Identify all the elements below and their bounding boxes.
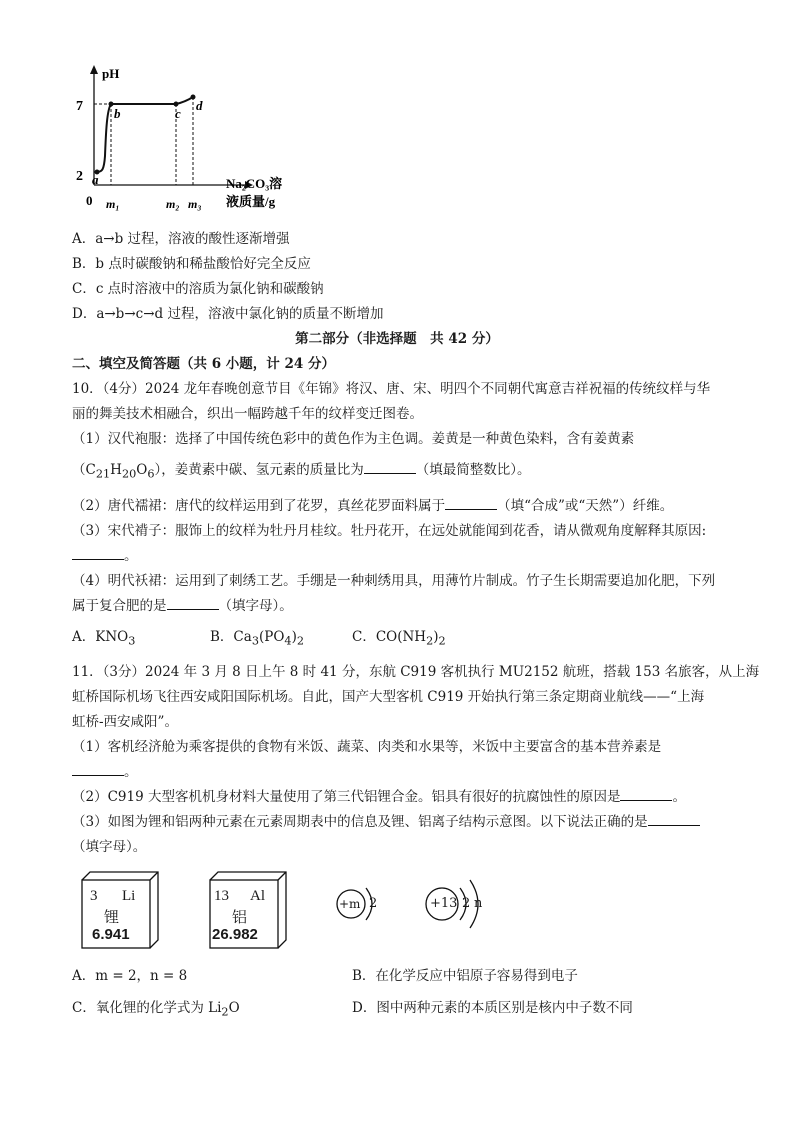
formula-part: O	[136, 462, 148, 478]
y-axis-label: pH	[102, 66, 120, 81]
option-sub: 2	[296, 634, 305, 648]
y-tick-label: 2	[76, 169, 83, 184]
ion1-shell-label: 2	[369, 896, 378, 911]
q11-intro-line1: 11．（3分）2024 年 3 月 8 日上午 8 时 41 分，东航 C919 客机执行 MU2152 航班，搭载 153 名旅客，从上海	[72, 664, 760, 680]
point-label-d: d	[196, 98, 203, 113]
option-sub: 4	[284, 634, 292, 648]
ion1-nucleus-label: +m	[339, 897, 361, 911]
option-text: C．氧化锂的化学式为 Li	[72, 1000, 222, 1016]
option-text: B．Ca	[210, 629, 252, 645]
point-label-a: a	[92, 172, 99, 187]
q10-part3-text: 。	[124, 548, 138, 564]
point-d	[191, 95, 196, 100]
x-tick-label: m₂	[166, 197, 180, 211]
q9-option-b: B．b 点时碳酸钠和稀盐酸恰好完全反应	[72, 256, 311, 272]
q11-part3-line2: （填字母）。	[72, 839, 147, 855]
section2-title: 二、填空及简答题（共 6 小题，计 24 分）	[72, 356, 335, 372]
answer-blank[interactable]	[364, 461, 416, 474]
option-sub: 2	[426, 634, 434, 648]
q11-intro-line2: 虹桥国际机场飞往西安咸阳国际机场。自此，国产大型客机 C919 开始执行第三条定期商业航线——“上海	[72, 689, 705, 705]
point-b	[109, 102, 114, 107]
answer-blank[interactable]	[72, 763, 124, 776]
y-tick-label: 7	[76, 99, 83, 114]
ph-chart	[70, 60, 290, 215]
answer-blank[interactable]	[445, 497, 497, 510]
q10-option-a	[72, 628, 135, 651]
q10-part4-line1: （4）明代袄裙：运用到了刺绣工艺。手绷是一种刺绣用具，用薄竹片制成。竹子生长期需要追加化肥，下列	[72, 573, 716, 589]
q11-option-a: A．m = 2，n = 8	[72, 968, 188, 984]
option-text: A．KNO	[72, 629, 129, 645]
option-text: (PO	[258, 629, 285, 645]
q10-part4-text: 属于复合肥的是	[72, 598, 167, 614]
q10-part2-text: （填“合成”或“天然”）纤维。	[497, 498, 674, 514]
option-text: )	[291, 629, 297, 645]
q10-part1-text: ），姜黄素中碳、氢元素的质量比为	[154, 462, 364, 478]
x-tick-label: m₃	[188, 197, 202, 211]
q11-option-d: D．图中两种元素的本质区别是核内中子数不同	[352, 1000, 633, 1016]
al-name: 铝	[232, 908, 248, 926]
formula-open: （C	[72, 462, 96, 478]
q11-part1-text: 。	[124, 764, 138, 780]
formula-sub: 6	[147, 467, 155, 481]
q11-part2-text: 。	[672, 789, 686, 805]
option-text: C．CO(NH	[352, 629, 427, 645]
point-label-c: c	[175, 106, 181, 121]
q9-option-a: A．a→b 过程，溶液的酸性逐渐增强	[72, 231, 290, 247]
al-symbol: Al	[250, 888, 265, 904]
q10-option-c	[352, 628, 446, 651]
answer-blank[interactable]	[620, 788, 672, 801]
q10-part3-line2	[72, 547, 138, 565]
q9-option-c: C．c 点时溶液中的溶质为氯化钠和碳酸钠	[72, 281, 324, 297]
answer-blank[interactable]	[167, 597, 219, 610]
ion2-nucleus-label: +13	[430, 896, 458, 911]
q9-option-d: D．a→b→c→d 过程，溶液中氯化钠的质量不断增加	[72, 306, 384, 322]
li-atomic-number: 3	[90, 888, 98, 904]
point-label-b: b	[114, 106, 121, 121]
option-sub: 2	[438, 634, 446, 648]
x-axis-label: 液质量/g	[226, 194, 276, 209]
al-mass: 26.982	[212, 926, 258, 943]
q11-part1-line1: （1）客机经济舱为乘客提供的食物有米饭、蔬菜、肉类和水果等，米饭中主要富含的基本营养素是	[72, 739, 662, 755]
answer-blank[interactable]	[648, 813, 700, 826]
q10-part3-line1: （3）宋代褙子：服饰上的纹样为牡丹月桂纹。牡丹花开，在远处就能闻到花香，请从微观角度解释其原因:	[72, 523, 707, 539]
q11-part3-text: （3）如图为锂和铝两种元素在元素周期表中的信息及锂、铝离子结构示意图。以下说法正确的是	[72, 814, 648, 830]
option-sub: 3	[128, 634, 136, 648]
formula-part: H	[110, 462, 122, 478]
formula-sub: 20	[121, 467, 137, 481]
q11-part2-text: （2）C919 大型客机机身材料大量使用了第三代铝锂合金。铝具有很好的抗腐蚀性的原因是	[72, 789, 621, 805]
option-text: O	[228, 1000, 240, 1016]
q10-part2-text: （2）唐代襦裙：唐代的纹样运用到了花罗，真丝花罗面料属于	[72, 498, 446, 514]
li-name: 锂	[104, 908, 120, 926]
y-axis-arrow	[90, 65, 98, 74]
q10-option-b	[210, 628, 304, 651]
q10-part1-text: （填最简整数比）。	[415, 462, 531, 478]
li-mass: 6.941	[92, 926, 130, 943]
ion2-shell1-label: 2	[462, 896, 471, 911]
x-axis-label: Na₂CO₃溶	[226, 176, 283, 191]
al-atomic-number: 13	[214, 888, 229, 904]
option-sub: 2	[221, 1005, 229, 1019]
q11-option-c	[72, 999, 240, 1022]
x-tick-label: m₁	[106, 197, 120, 211]
q10-part1-line1: （1）汉代袍服：选择了中国传统色彩中的黄色作为主色调。姜黄是一种黄色染料，含有姜黄素	[72, 431, 635, 447]
option-text: )	[433, 629, 439, 645]
q11-part1-line2	[72, 763, 138, 781]
part2-title: 第二部分（非选择题 共 42 分）	[295, 331, 499, 347]
formula-sub: 21	[95, 467, 111, 481]
q10-part4-text: （填字母）。	[218, 598, 293, 614]
ion2-shell2-label: n	[474, 896, 483, 911]
q10-part4-line2	[72, 597, 293, 615]
q10-intro-line1: 10．（4分）2024 龙年春晚创意节目《年锦》将汉、唐、宋、明四个不同朝代寓意吉祥祝福的传统纹样与华	[72, 381, 711, 397]
q11-intro-line3: 虹桥-西安咸阳”。	[72, 714, 178, 730]
q10-part2	[72, 497, 673, 515]
q11-part2	[72, 788, 686, 806]
option-sub: 3	[251, 634, 259, 648]
q11-part3-line1	[72, 813, 700, 831]
li-symbol: Li	[122, 888, 136, 904]
q11-option-b: B．在化学反应中铝原子容易得到电子	[352, 968, 578, 984]
origin-label: 0	[86, 193, 93, 208]
q10-part1-line2	[72, 461, 531, 484]
q10-intro-line2: 丽的舞美技术相融合，织出一幅跨越千年的纹样变迁图卷。	[72, 406, 423, 422]
answer-blank[interactable]	[72, 547, 124, 560]
